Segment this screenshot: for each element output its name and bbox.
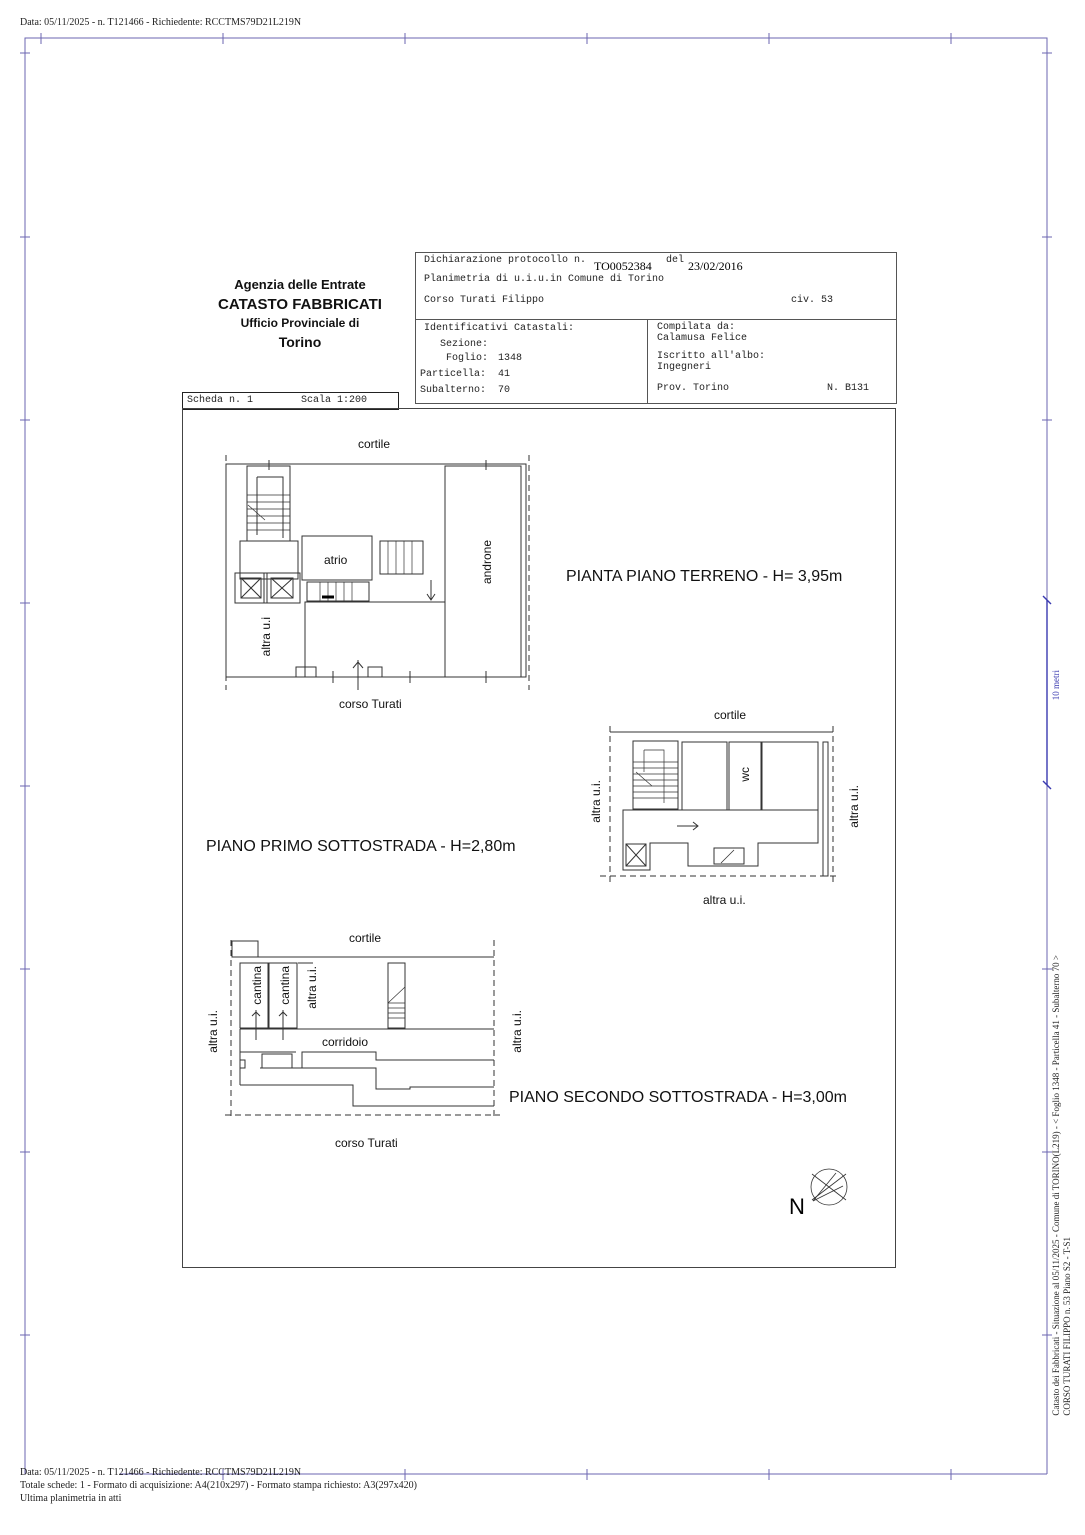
date-label: del <box>666 255 685 266</box>
protocol-label: Dichiarazione protocollo n. <box>424 255 587 266</box>
second-top-label: cortile <box>349 931 382 945</box>
registry: Ingegneri <box>657 362 712 373</box>
ground-bottom-label: corso Turati <box>339 697 402 711</box>
foglio-label: Foglio: <box>446 353 489 364</box>
particella-label: Particella: <box>420 369 487 380</box>
side-note-line2: CORSO TURATI FILIPPO n. 53 Piano S2 - T-S1 <box>1062 1237 1072 1416</box>
ground-altra-label: altra u.i <box>259 617 273 657</box>
scale-bar-label: 10 metri <box>1051 670 1061 701</box>
registry-label: Iscritto all'albo: <box>657 351 766 362</box>
planimetry-line: Planimetria di u.i.u.in Comune di Torino <box>424 274 665 285</box>
room-cantina-1: cantina <box>250 966 264 1005</box>
north-arrow <box>811 1169 847 1205</box>
second-bottom-label: corso Turati <box>335 1136 398 1150</box>
first-basement-plan <box>600 726 840 885</box>
sheet-number: Scheda n. 1 <box>187 395 254 406</box>
first-bottom-label: altra u.i. <box>703 893 746 907</box>
ground-floor-title: PIANTA PIANO TERRENO - H= 3,95m <box>566 568 843 585</box>
protocol-number: TO0052384 <box>594 259 652 273</box>
agency-name: Agenzia delle Entrate <box>234 277 366 292</box>
room-androne: androne <box>480 540 494 585</box>
room-corridoio: corridoio <box>322 1035 369 1049</box>
ground-top-label: cortile <box>358 437 391 451</box>
request-header: Data: 05/11/2025 - n. T121466 - Richiedente: RCCTMS79D21L219N <box>20 17 302 28</box>
first-top-label: cortile <box>714 708 747 722</box>
footer-format: Totale schede: 1 - Formato di acquisizione: A4(210x297) - Formato stampa richiesto: A3(297x420) <box>20 1480 417 1491</box>
second-right-label: altra u.i. <box>510 1010 524 1053</box>
foglio-value: 1348 <box>498 353 523 364</box>
sheet-scale: Scala 1:200 <box>301 395 368 406</box>
agency-office: Ufficio Provinciale di <box>240 316 360 330</box>
agency-city: Torino <box>278 334 322 350</box>
side-note-line1: Catasto dei Fabbricati - Situazione al 05/11/2025 - Comune di TORINO(L219) - < Foglio 1348 - Particella 41 - Subalterno 70 > <box>1051 955 1061 1416</box>
identifiers-title: Identificativi Catastali: <box>424 323 575 334</box>
room-cantina-2: cantina <box>278 966 292 1005</box>
footer <box>20 1466 417 1505</box>
room-atrio: atrio <box>324 553 348 567</box>
province: Prov. Torino <box>657 383 730 394</box>
subalterno-label: Subalterno: <box>420 385 487 396</box>
sezione-label: Sezione: <box>440 339 489 350</box>
second-basement-title: PIANO SECONDO SOTTOSTRADA - H=3,00m <box>509 1089 847 1106</box>
subalterno-value: 70 <box>498 385 511 396</box>
second-left-label: altra u.i. <box>206 1010 220 1053</box>
compiled-by-label: Compilata da: <box>657 322 736 333</box>
footer-status: Ultima planimetria in atti <box>20 1493 122 1504</box>
side-note <box>1051 955 1073 1416</box>
first-basement-title: PIANO PRIMO SOTTOSTRADA - H=2,80m <box>206 838 516 855</box>
registry-number: N. B131 <box>827 383 870 394</box>
protocol-date: 23/02/2016 <box>688 259 743 273</box>
footer-request: Data: 05/11/2025 - n. T121466 - Richiedente: RCCTMS79D21L219N <box>20 1467 302 1478</box>
north-label: N <box>789 1194 805 1219</box>
second-basement-plan <box>225 940 500 1120</box>
compiled-by: Calamusa Felice <box>657 333 748 344</box>
agency-department: CATASTO FABBRICATI <box>218 296 382 313</box>
civic-number: civ. 53 <box>791 295 834 306</box>
first-left-label: altra u.i. <box>589 780 603 823</box>
first-right-label: altra u.i. <box>847 785 861 828</box>
particella-value: 41 <box>498 369 511 380</box>
second-inner-altra-label: altra u.i. <box>305 966 319 1009</box>
room-wc: wc <box>738 767 752 782</box>
address: Corso Turati Filippo <box>424 295 545 306</box>
